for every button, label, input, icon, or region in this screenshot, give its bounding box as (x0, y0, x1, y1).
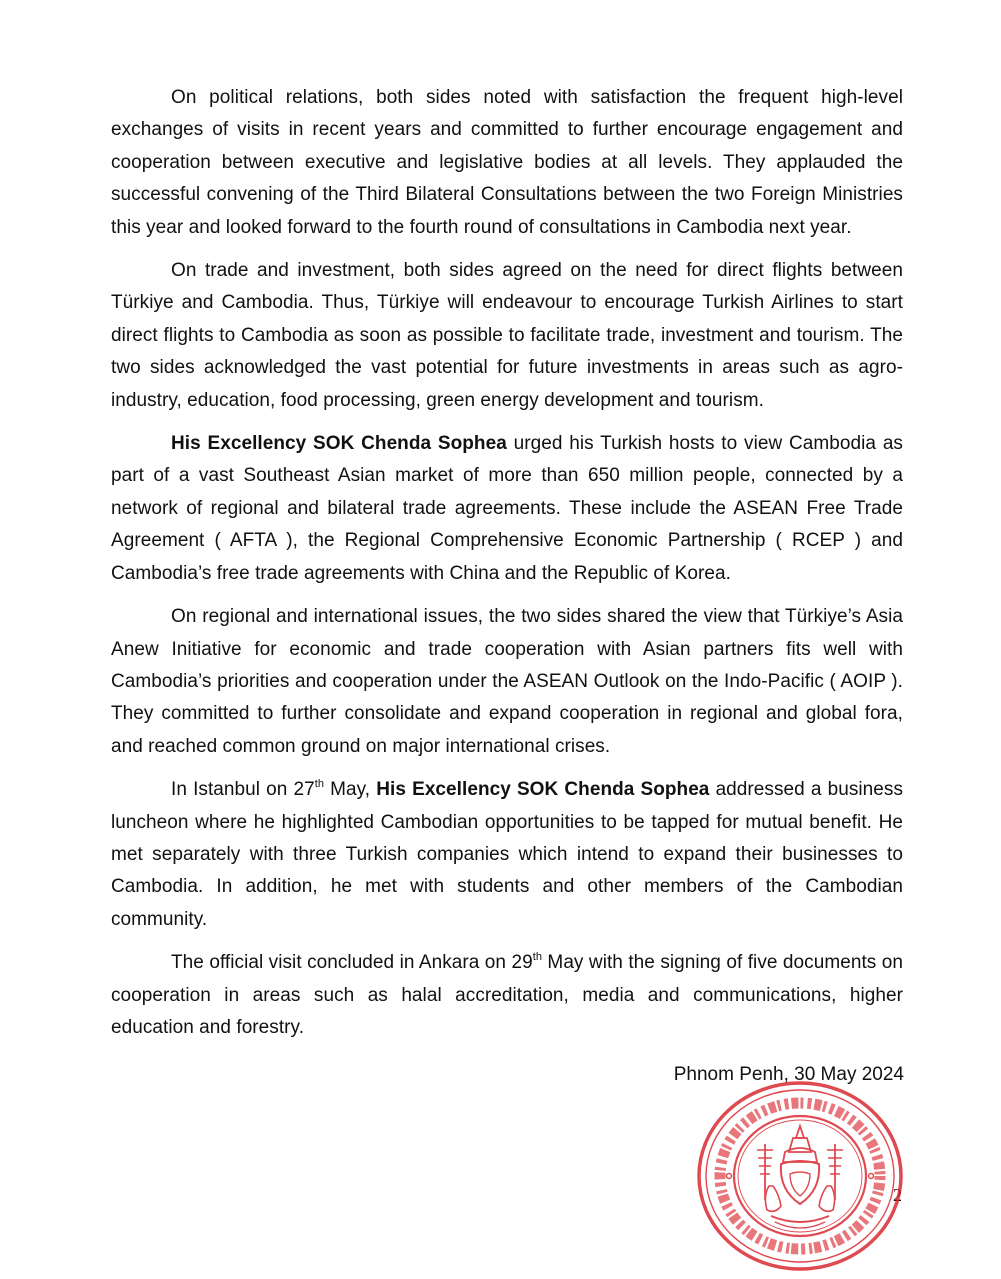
ordinal-suffix: th (314, 778, 325, 791)
paragraph-text: On political relations, both sides noted with satisfaction the frequent high-level exchanges of visits in recent years and committed to further encourage engagement and cooperation between executive and legislative bodies at all levels. They applauded the successful convening of the Third Bilateral Consultations between the two Foreign Ministries this year and looked forward to the fourth round of consultations in Cambodia next year. (111, 87, 903, 238)
official-seal-icon (695, 1078, 905, 1274)
page-number: 2 (893, 1185, 902, 1205)
ordinal-suffix: th (532, 951, 542, 964)
paragraph-text: May, (324, 779, 377, 801)
paragraph-text: The official visit concluded in Ankara on 29 (171, 952, 533, 974)
paragraph-political-relations (111, 82, 903, 244)
paragraph-text: In Istanbul on 27 (171, 779, 315, 801)
paragraph-market (111, 428, 903, 590)
dignitary-name: His Excellency SOK Chenda Sophea (376, 779, 710, 801)
document-body (111, 82, 903, 1055)
paragraph-trade-investment (111, 255, 903, 417)
paragraph-regional-issues (111, 601, 903, 763)
dignitary-name: His Excellency SOK Chenda Sophea (171, 433, 507, 455)
paragraph-text: urged his Turkish hosts to view Cambodia as part of a vast Southeast Asian market of more than 650 million people, connected by a network of regional and bilateral trade agreements. These include the ASEAN Free Trade Agreement ( AFTA ), the Regional Comprehensive Economic Partnership ( RCEP ) and Cambodia’s free trade agreements with China and the Republic of Korea. (111, 433, 903, 584)
place-and-date: Phnom Penh, 30 May 2024 (673, 1064, 904, 1085)
paragraph-istanbul (111, 774, 903, 936)
paragraph-conclusion (111, 947, 903, 1044)
paragraph-text: May with the signing of five documents on cooperation in areas such as halal accreditation, media and communications, higher education and forestry. (111, 952, 903, 1038)
paragraph-text: On trade and investment, both sides agreed on the need for direct flights between Türkiye and Cambodia. Thus, Türkiye will endeavour to encourage Turkish Airlines to start direct flights to Cambodia as soon as possible to facilitate trade, investment and tourism. The two sides acknowledged the vast potential for future investments in areas such as agro-industry, education, food processing, green energy development and tourism. (111, 260, 903, 411)
paragraph-text: On regional and international issues, the two sides shared the view that Türkiye’s Asia Anew Initiative for economic and trade cooperation with Asian partners fits well with Cambodia’s priorities and cooperation under the ASEAN Outlook on the Indo-Pacific ( AOIP ). They committed to further consolidate and expand cooperation in regional and global fora, and reached common ground on major international crises. (111, 606, 903, 757)
paragraph-text: addressed a business luncheon where he highlighted Cambodian opportunities to be tapped for mutual benefit. He met separately with three Turkish companies which intend to expand their businesses to Cambodia. In addition, he met with students and other members of the Cambodian community. (111, 779, 903, 930)
